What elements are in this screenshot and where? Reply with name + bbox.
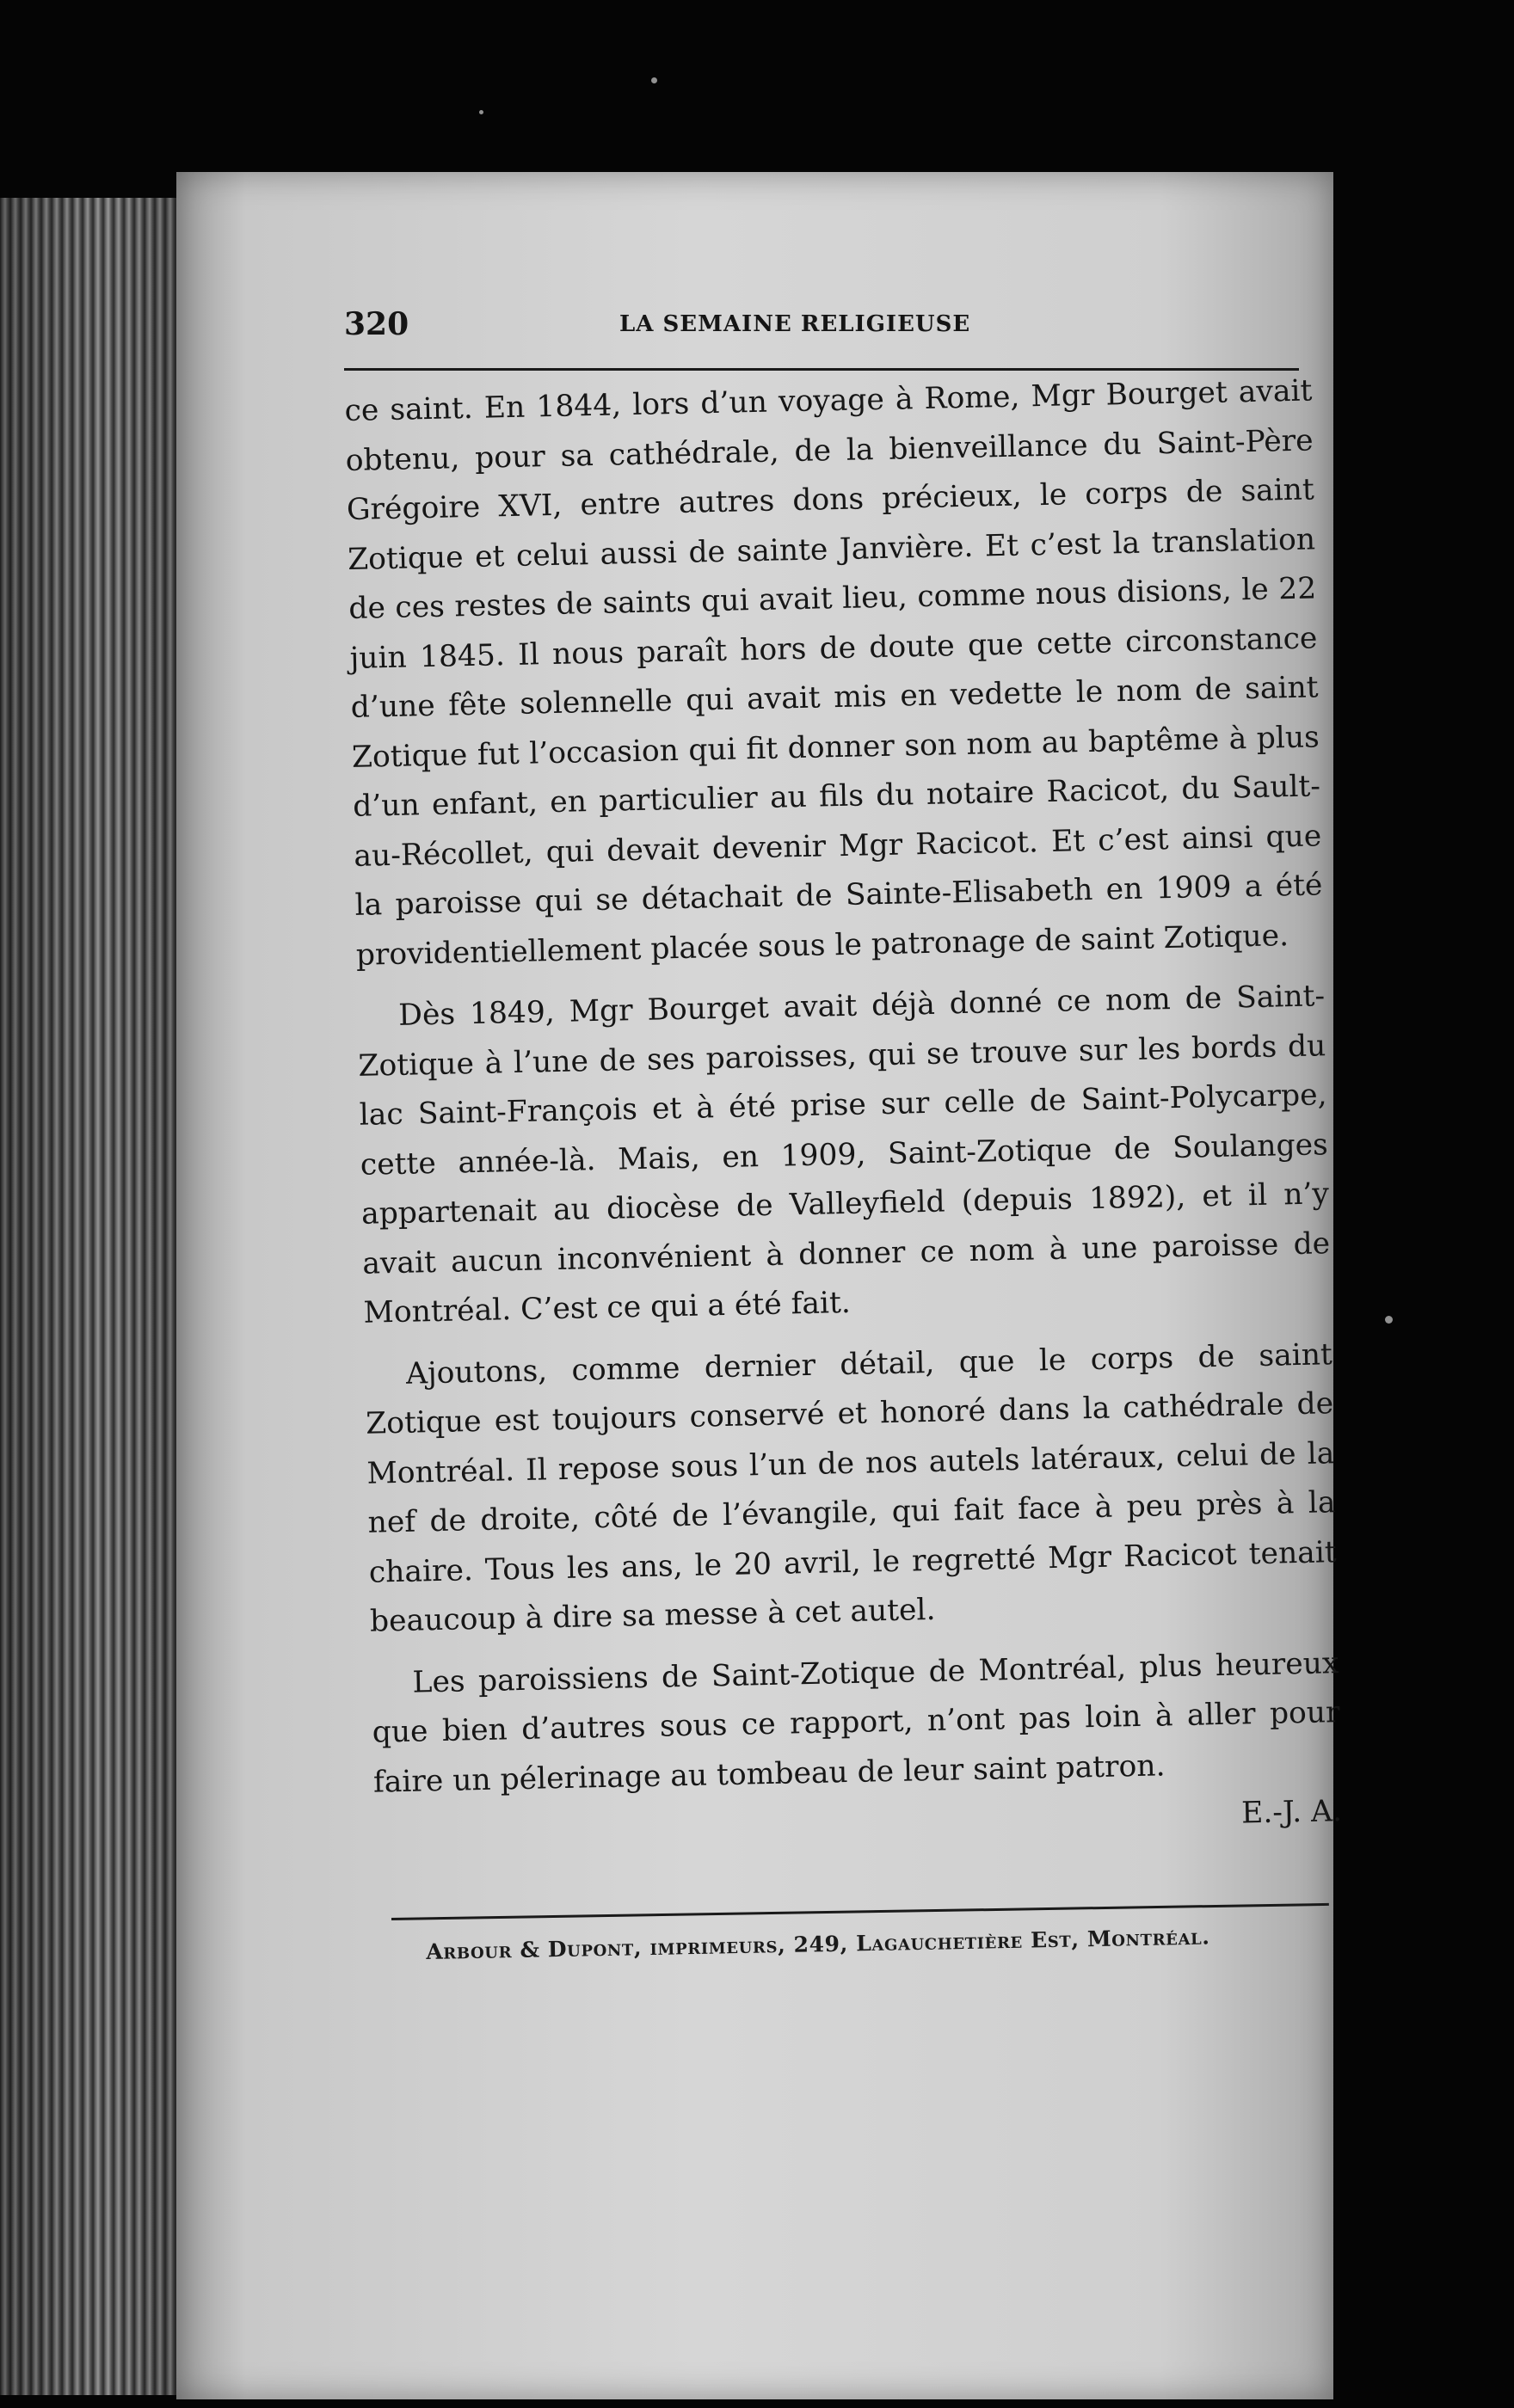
paragraph: Ajoutons, comme dernier détail, que le corps de saint Zotique est toujours conservé et honoré dans la cathédrale de Montréal. Il repose sous l’un de nos autels latéraux, celui de la nef de droite, côté de l’évangile, qui fait face à peu près à la chaire. Tous les ans, le 20 avril, le regretté Mgr Racicot tenait beaucoup à dire sa messe à cet autel.: [365, 1336, 1338, 1639]
footer-rule: [391, 1903, 1329, 1920]
printer-imprint: Arbour & Dupont, imprimeurs, 249, Lagauchetière Est, Montréal.: [426, 1924, 1210, 1964]
book-page-edges: [0, 198, 176, 2395]
film-speck: [1385, 1316, 1393, 1324]
book-page: [176, 172, 1343, 2399]
paragraph: Dès 1849, Mgr Bourget avait déjà donné ce nom de Saint-Zotique à l’une de ses paroisses, qui se trouve sur les bords du lac Saint-François et à été prise sur celle de Saint-Polycarpe, cette année-là. Mais, en 1909, Saint-Zotique de Soulanges appartenait au diocèse de Valleyfield (depuis 1892), et il n’y avait aucun inconvénient à donner ce nom à une paroisse de Montréal. C’est ce qui a été fait.: [358, 979, 1331, 1330]
paragraph: Les paroissiens de Saint-Zotique de Montréal, plus heureux que bien d’autres sous ce rapport, n’ont pas loin à aller pour faire un pélerinage au tombeau de leur saint patron.: [372, 1645, 1340, 1800]
film-speck: [651, 77, 657, 83]
author-signature: E.-J. A.: [1240, 1794, 1343, 1831]
film-speck: [479, 110, 483, 114]
paragraph: ce saint. En 1844, lors d’un voyage à Rome, Mgr Bourget avait obtenu, pour sa cathédrale, de la bienveillance du Saint-Père Grégoire XVI, entre autres dons précieux, le corps de saint Zotique et celui aussi de sainte Janvière. Et c’est la translation de ces restes de saints qui avait lieu, comme nous disions, le 22 juin 1845. Il nous paraît hors de doute que cette circonstance d’une fête solennelle qui avait mis en vedette le nom de saint Zotique fut l’occasion qui fit donner son nom au baptême à plus d’un enfant, en particulier au fils du notaire Racicot, du Sault-au-Récollet, qui devait devenir Mgr Racicot. Et c’est ainsi que la paroisse qui se détachait de Sainte-Elisabeth en 1909 a été providentiellement placée sous le patronage de saint Zotique.: [344, 373, 1323, 973]
article-body: [344, 366, 1343, 1857]
page-header: [344, 301, 1299, 361]
running-title: LA SEMAINE RELIGIEUSE: [619, 311, 971, 337]
page-number: 320: [344, 306, 409, 342]
